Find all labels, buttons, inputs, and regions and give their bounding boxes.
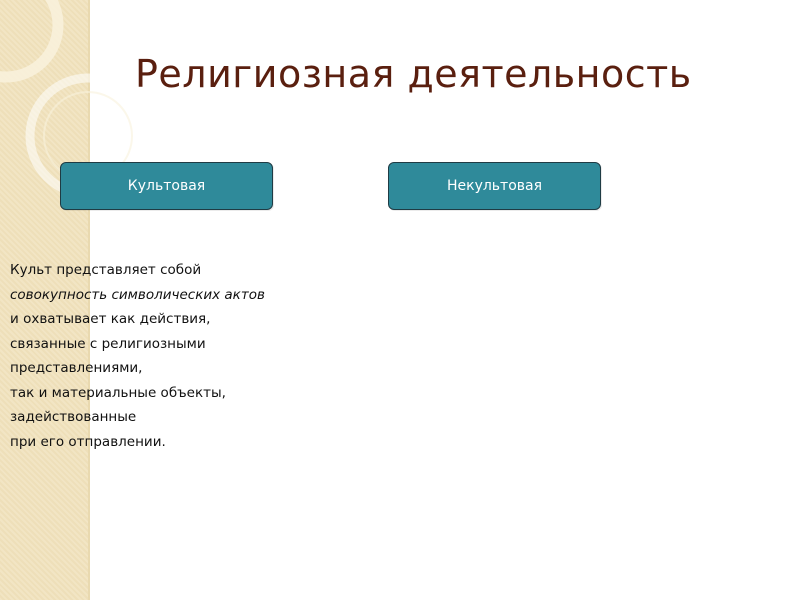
description-line: задействованные	[10, 409, 137, 425]
cult-description	[10, 258, 340, 454]
noncult-activity-label: Некультовая	[446, 178, 543, 194]
description-line-emphasis: совокупность символических актов	[10, 286, 265, 303]
description-line: связанные с религиозными	[10, 335, 206, 352]
description-line: Культ представляет собой	[10, 262, 202, 278]
slide-title: Религиозная деятельность	[135, 52, 692, 96]
description-line: и охватывает как действия,	[10, 311, 211, 327]
cult-activity-box	[60, 162, 273, 210]
decorative-ring-large	[0, 0, 58, 77]
description-line: так и материальные объекты,	[10, 384, 226, 401]
cult-activity-label: Культовая	[127, 178, 206, 194]
noncult-activity-box	[388, 162, 601, 210]
description-line: при его отправлении.	[10, 433, 166, 450]
description-line: представлениями,	[10, 360, 143, 376]
